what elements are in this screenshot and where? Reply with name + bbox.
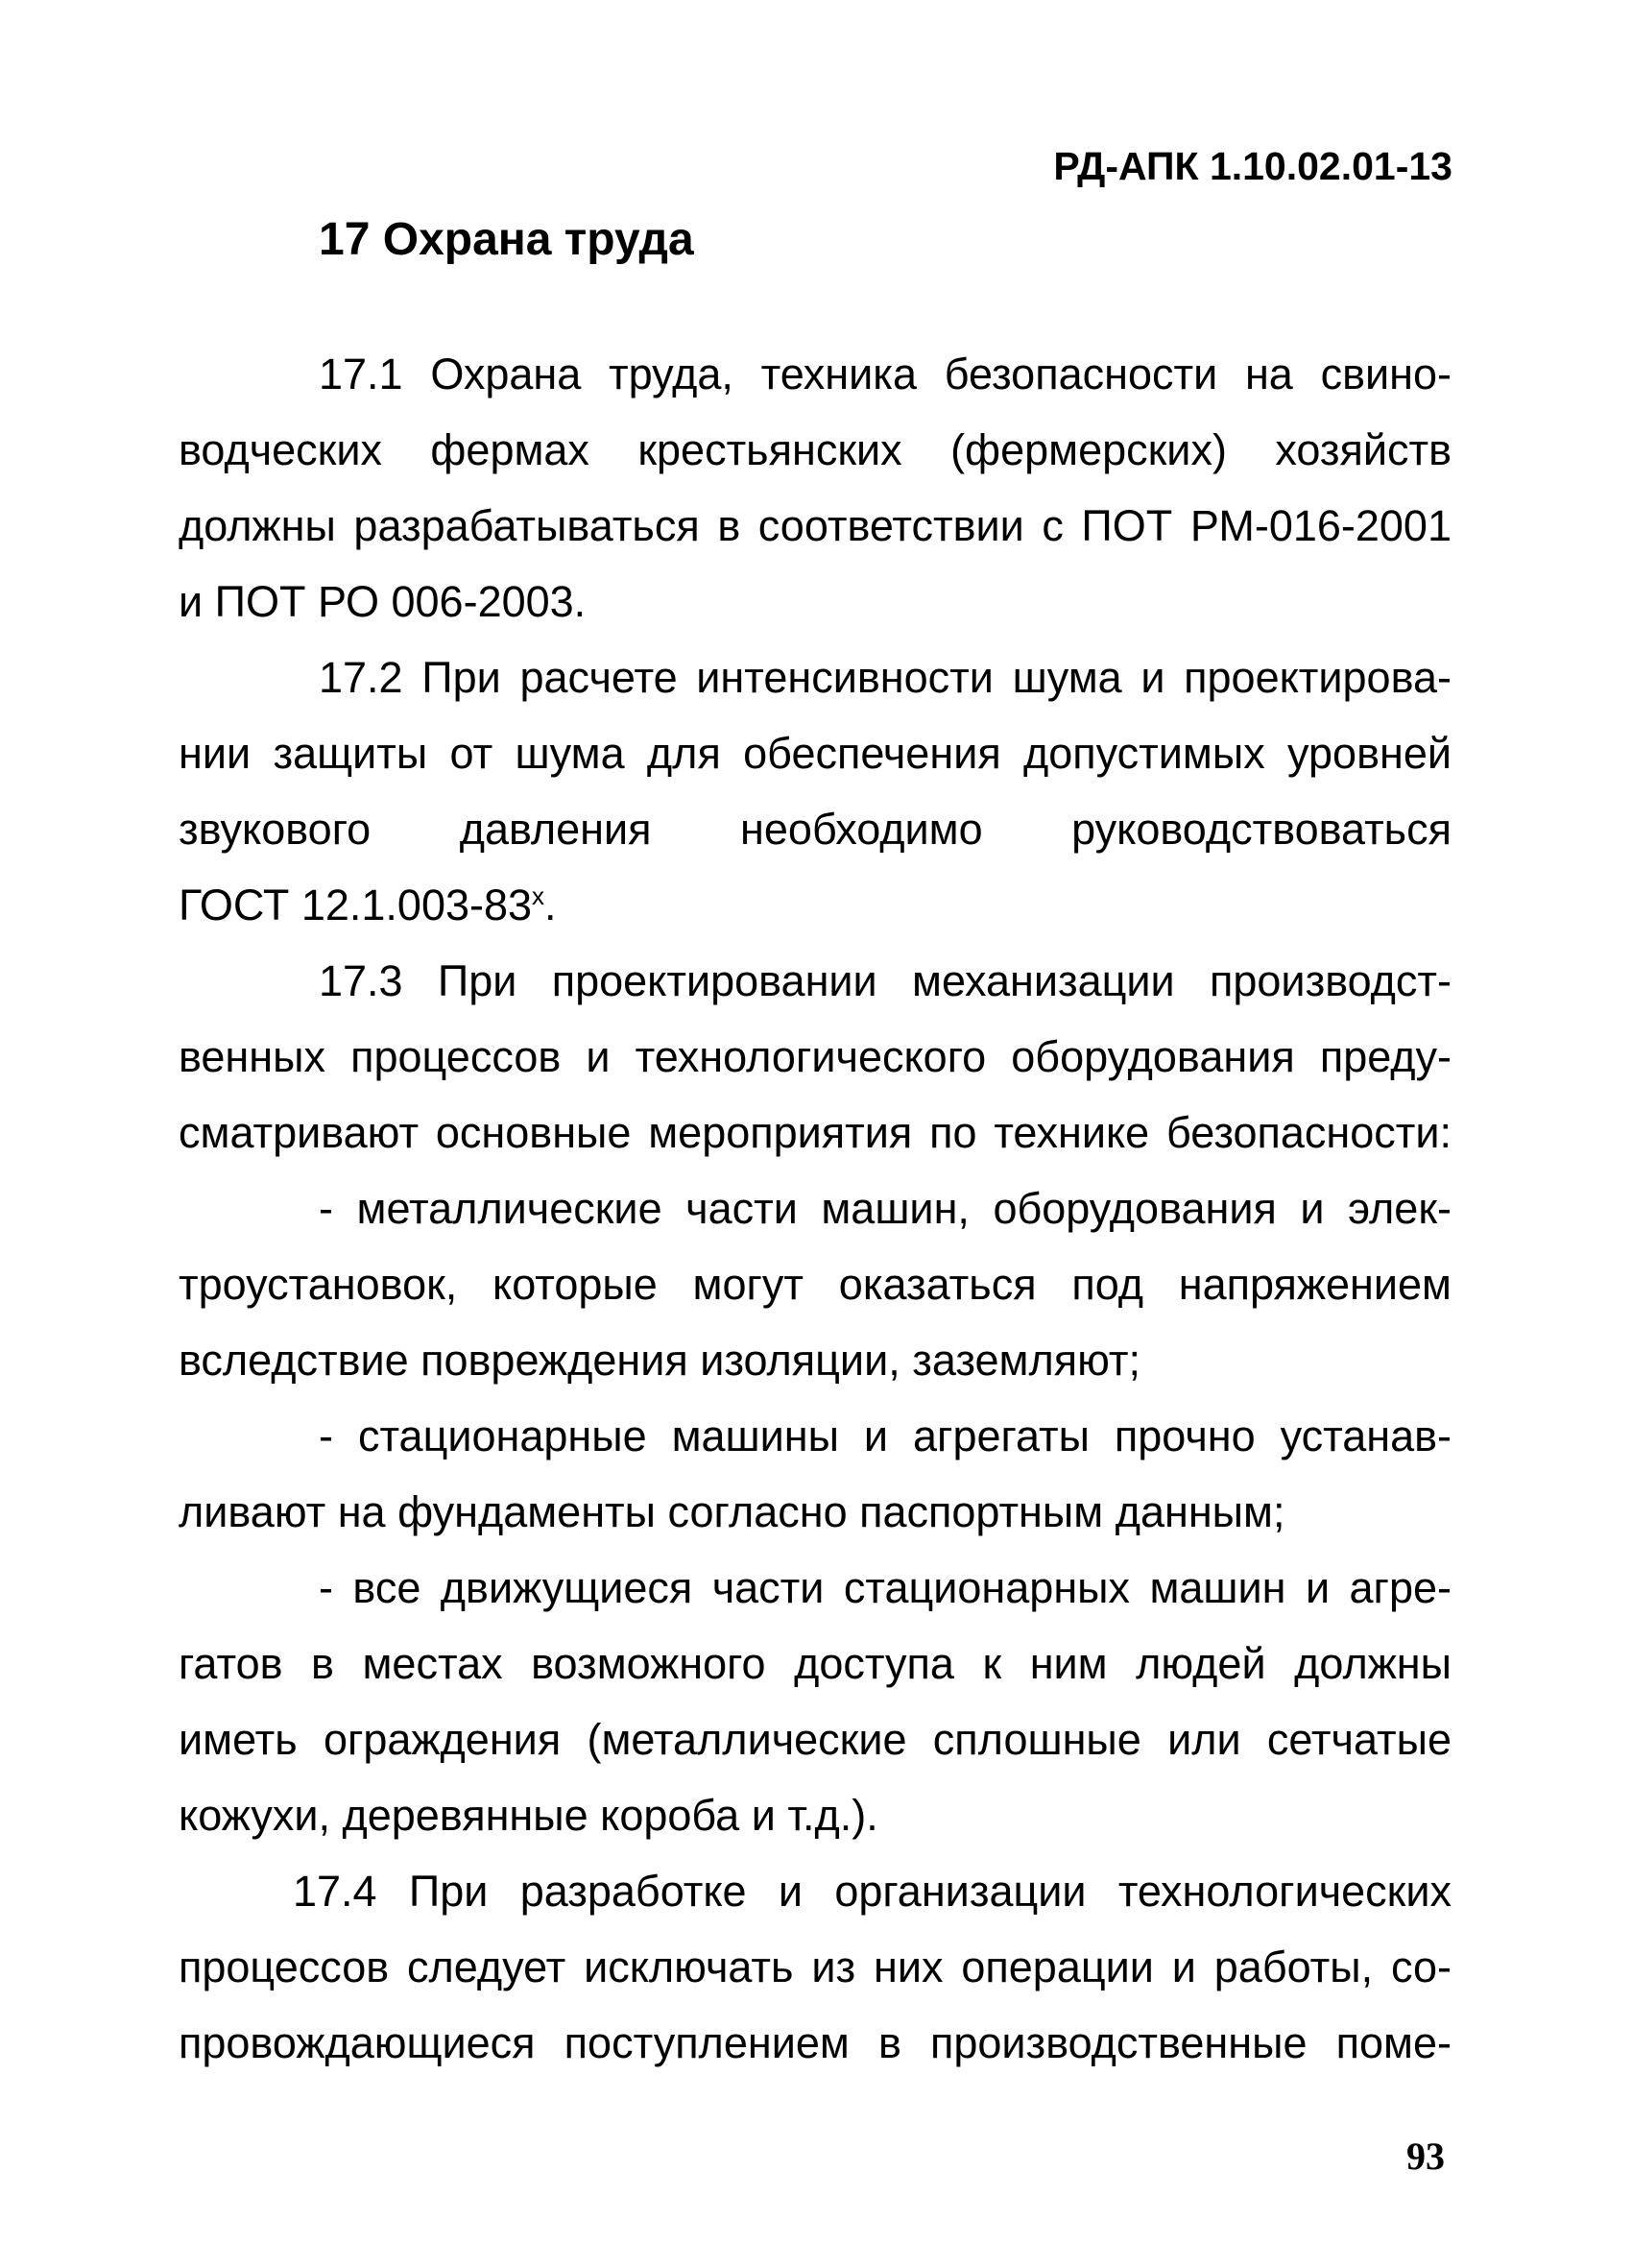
gost-reference-line xyxy=(179,877,1452,934)
text-line: 17.1 Охрана труда, техника безопасности на свино- xyxy=(319,350,1452,398)
text-line: должны разрабатываться в соответствии с ПОТ РМ-016-2001 xyxy=(179,501,1452,550)
text-line: и ПОТ РО 006-2003. xyxy=(179,577,587,626)
text-line: иметь ограждения (металлические сплошные или сетчатые xyxy=(179,1715,1452,1764)
text-line: провождающиеся поступлением в производственные поме- xyxy=(179,2018,1452,2067)
text-line: 17.2 При расчете интенсивности шума и проектирова- xyxy=(319,653,1452,702)
text-line: ливают на фундаменты согласно паспортным данным; xyxy=(179,1487,1285,1536)
text-line: вследствие повреждения изоляции, заземляют; xyxy=(179,1336,1140,1385)
text-line: 17.3 При проектировании механизации производст- xyxy=(319,956,1452,1005)
text-line: кожухи, деревянные короба и т.д.). xyxy=(179,1791,878,1840)
text-line: процессов следует исключать из них операции и работы, со- xyxy=(179,1942,1452,1991)
text-line: венных процессов и технологического оборудования преду- xyxy=(179,1032,1452,1081)
text-line: 17.4 При разработке и организации технологических xyxy=(293,1867,1452,1916)
gost-tail: . xyxy=(544,881,557,929)
text-line: сматривают основные мероприятия по технике безопасности: xyxy=(179,1108,1452,1157)
text-line: гатов в местах возможного доступа к ним людей должны xyxy=(179,1639,1452,1688)
text-line: - все движущиеся части стационарных машин и агре- xyxy=(319,1563,1452,1612)
text-line: звукового давления необходимо руководствоваться xyxy=(179,805,1452,854)
text-line: - стационарные машины и агрегаты прочно устанав- xyxy=(319,1411,1452,1460)
section-title: 17 Охрана труда xyxy=(319,214,694,265)
text-line: троустановок, которые могут оказаться под напряжением xyxy=(179,1260,1452,1309)
text-line: - металлические части машин, оборудования и элек- xyxy=(319,1184,1452,1233)
page-number: 93 xyxy=(1406,2135,1445,2178)
gost-reference: ГОСТ 12.1.003-83 xyxy=(179,881,533,929)
document-code: РД-АПК 1.10.02.01-13 xyxy=(1053,144,1452,188)
text-line: нии защиты от шума для обеспечения допустимых уровней xyxy=(179,729,1452,778)
gost-superscript: х xyxy=(532,881,545,910)
text-line: водческих фермах крестьянских (фермерских) хозяйств xyxy=(179,425,1452,474)
